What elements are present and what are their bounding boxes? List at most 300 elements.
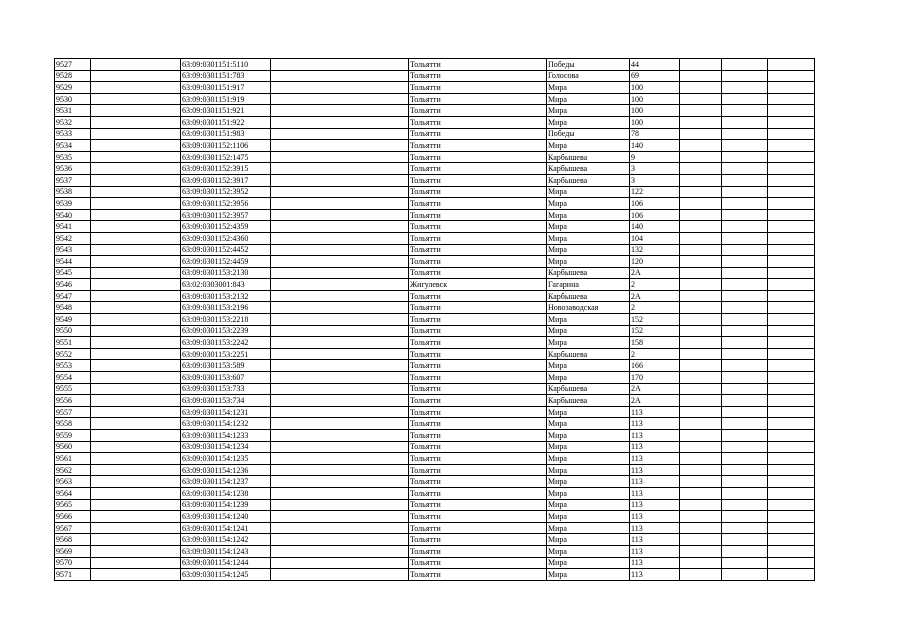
city-cell: Тольятти (409, 290, 547, 302)
cadastral-number-cell: 63:09:0301152:1106 (181, 140, 271, 152)
empty-cell (680, 569, 722, 581)
city-cell: Тольятти (409, 140, 547, 152)
house-number-cell: 113 (630, 511, 680, 523)
empty-cell (768, 151, 815, 163)
street-cell: Мира (547, 372, 630, 384)
street-cell: Мира (547, 418, 630, 430)
empty-cell (768, 174, 815, 186)
city-cell: Тольятти (409, 476, 547, 488)
empty-cell (91, 430, 181, 442)
empty-cell (271, 348, 409, 360)
cadastral-number-cell: 63:09:0301152:3956 (181, 198, 271, 210)
street-cell: Карбышева (547, 348, 630, 360)
row-number-cell: 9571 (55, 569, 91, 581)
empty-cell (722, 511, 768, 523)
empty-cell (768, 59, 815, 71)
empty-cell (722, 186, 768, 198)
cadastral-number-cell: 63:09:0301154:1244 (181, 557, 271, 569)
street-cell: Мира (547, 487, 630, 499)
street-cell: Мира (547, 569, 630, 581)
empty-cell (680, 140, 722, 152)
cadastral-number-cell: 63:09:0301152:4359 (181, 221, 271, 233)
row-number-cell: 9561 (55, 453, 91, 465)
empty-cell (271, 441, 409, 453)
empty-cell (91, 116, 181, 128)
table-row (55, 453, 815, 465)
row-number-cell: 9553 (55, 360, 91, 372)
table-row (55, 116, 815, 128)
empty-cell (768, 105, 815, 117)
empty-cell (768, 395, 815, 407)
cadastral-number-cell: 63:09:0301154:1237 (181, 476, 271, 488)
empty-cell (768, 453, 815, 465)
empty-cell (91, 151, 181, 163)
table-row (55, 82, 815, 94)
empty-cell (768, 93, 815, 105)
empty-cell (680, 116, 722, 128)
empty-cell (680, 209, 722, 221)
empty-cell (768, 372, 815, 384)
empty-cell (768, 557, 815, 569)
row-number-cell: 9563 (55, 476, 91, 488)
empty-cell (680, 557, 722, 569)
empty-cell (91, 360, 181, 372)
empty-cell (722, 82, 768, 94)
empty-cell (768, 244, 815, 256)
city-cell: Тольятти (409, 174, 547, 186)
empty-cell (768, 441, 815, 453)
empty-cell (680, 487, 722, 499)
row-number-cell: 9535 (55, 151, 91, 163)
empty-cell (271, 545, 409, 557)
empty-cell (91, 267, 181, 279)
empty-cell (271, 337, 409, 349)
empty-cell (768, 499, 815, 511)
row-number-cell: 9565 (55, 499, 91, 511)
empty-cell (722, 476, 768, 488)
house-number-cell: 44 (630, 59, 680, 71)
cadastral-number-cell: 63:09:0301153:734 (181, 395, 271, 407)
empty-cell (722, 59, 768, 71)
row-number-cell: 9564 (55, 487, 91, 499)
city-cell: Тольятти (409, 441, 547, 453)
empty-cell (680, 522, 722, 534)
table-row (55, 232, 815, 244)
empty-cell (722, 534, 768, 546)
street-cell: Карбышева (547, 267, 630, 279)
street-cell: Победы (547, 128, 630, 140)
empty-cell (271, 430, 409, 442)
empty-cell (271, 534, 409, 546)
empty-cell (271, 244, 409, 256)
empty-cell (91, 232, 181, 244)
house-number-cell: 2 (630, 302, 680, 314)
empty-cell (271, 395, 409, 407)
empty-cell (768, 430, 815, 442)
street-cell: Мира (547, 314, 630, 326)
empty-cell (722, 244, 768, 256)
empty-cell (271, 140, 409, 152)
empty-cell (768, 256, 815, 268)
empty-cell (271, 116, 409, 128)
street-cell: Мира (547, 499, 630, 511)
empty-cell (91, 406, 181, 418)
house-number-cell: 140 (630, 221, 680, 233)
empty-cell (722, 453, 768, 465)
empty-cell (271, 59, 409, 71)
street-cell: Мира (547, 557, 630, 569)
empty-cell (680, 186, 722, 198)
house-number-cell: 104 (630, 232, 680, 244)
house-number-cell: 113 (630, 430, 680, 442)
street-cell: Мира (547, 198, 630, 210)
empty-cell (271, 476, 409, 488)
street-cell: Карбышева (547, 395, 630, 407)
house-number-cell: 113 (630, 557, 680, 569)
cadastral-number-cell: 63:09:0301151:983 (181, 128, 271, 140)
city-cell: Тольятти (409, 430, 547, 442)
table-row (55, 476, 815, 488)
empty-cell (722, 441, 768, 453)
row-number-cell: 9528 (55, 70, 91, 82)
empty-cell (722, 232, 768, 244)
empty-cell (680, 256, 722, 268)
house-number-cell: 100 (630, 93, 680, 105)
cadastral-number-cell: 63:09:0301152:4452 (181, 244, 271, 256)
empty-cell (91, 476, 181, 488)
data-table (54, 58, 815, 581)
table-row (55, 209, 815, 221)
table-row (55, 522, 815, 534)
empty-cell (722, 174, 768, 186)
house-number-cell: 113 (630, 487, 680, 499)
empty-cell (680, 499, 722, 511)
empty-cell (680, 360, 722, 372)
row-number-cell: 9545 (55, 267, 91, 279)
empty-cell (271, 290, 409, 302)
empty-cell (722, 522, 768, 534)
street-cell: Мира (547, 209, 630, 221)
empty-cell (680, 128, 722, 140)
city-cell: Тольятти (409, 267, 547, 279)
empty-cell (768, 464, 815, 476)
table-row (55, 314, 815, 326)
house-number-cell: 158 (630, 337, 680, 349)
table-row (55, 534, 815, 546)
empty-cell (722, 325, 768, 337)
empty-cell (680, 406, 722, 418)
table-row (55, 290, 815, 302)
empty-cell (271, 105, 409, 117)
city-cell: Тольятти (409, 360, 547, 372)
empty-cell (271, 418, 409, 430)
street-cell: Мира (547, 360, 630, 372)
empty-cell (768, 140, 815, 152)
table-row (55, 395, 815, 407)
street-cell: Голосова (547, 70, 630, 82)
street-cell: Мира (547, 534, 630, 546)
empty-cell (722, 128, 768, 140)
house-number-cell: 113 (630, 499, 680, 511)
table-row (55, 302, 815, 314)
empty-cell (768, 511, 815, 523)
house-number-cell: 140 (630, 140, 680, 152)
empty-cell (768, 406, 815, 418)
empty-cell (680, 464, 722, 476)
cadastral-number-cell: 63:09:0301152:3917 (181, 174, 271, 186)
house-number-cell: 100 (630, 82, 680, 94)
empty-cell (768, 522, 815, 534)
table-body (55, 59, 815, 581)
empty-cell (91, 418, 181, 430)
house-number-cell: 120 (630, 256, 680, 268)
empty-cell (91, 221, 181, 233)
empty-cell (680, 174, 722, 186)
empty-cell (271, 93, 409, 105)
house-number-cell: 2А (630, 290, 680, 302)
table-row (55, 372, 815, 384)
empty-cell (722, 337, 768, 349)
empty-cell (680, 59, 722, 71)
row-number-cell: 9558 (55, 418, 91, 430)
cadastral-number-cell: 63:09:0301154:1243 (181, 545, 271, 557)
empty-cell (91, 93, 181, 105)
city-cell: Тольятти (409, 406, 547, 418)
city-cell: Тольятти (409, 325, 547, 337)
empty-cell (680, 441, 722, 453)
house-number-cell: 9 (630, 151, 680, 163)
empty-cell (271, 372, 409, 384)
empty-cell (91, 302, 181, 314)
empty-cell (271, 174, 409, 186)
house-number-cell: 166 (630, 360, 680, 372)
row-number-cell: 9556 (55, 395, 91, 407)
empty-cell (680, 395, 722, 407)
empty-cell (768, 82, 815, 94)
street-cell: Мира (547, 337, 630, 349)
city-cell: Тольятти (409, 487, 547, 499)
empty-cell (271, 325, 409, 337)
table-row (55, 186, 815, 198)
empty-cell (91, 487, 181, 499)
empty-cell (91, 256, 181, 268)
table-row (55, 198, 815, 210)
house-number-cell: 122 (630, 186, 680, 198)
empty-cell (768, 314, 815, 326)
empty-cell (91, 383, 181, 395)
empty-cell (91, 545, 181, 557)
empty-cell (271, 151, 409, 163)
cadastral-number-cell: 63:09:0301154:1231 (181, 406, 271, 418)
empty-cell (91, 70, 181, 82)
empty-cell (271, 302, 409, 314)
row-number-cell: 9547 (55, 290, 91, 302)
empty-cell (271, 232, 409, 244)
empty-cell (91, 163, 181, 175)
empty-cell (722, 348, 768, 360)
city-cell: Тольятти (409, 186, 547, 198)
city-cell: Тольятти (409, 557, 547, 569)
cadastral-number-cell: 63:09:0301154:1234 (181, 441, 271, 453)
table-row (55, 545, 815, 557)
house-number-cell: 2 (630, 279, 680, 291)
house-number-cell: 113 (630, 534, 680, 546)
empty-cell (768, 279, 815, 291)
empty-cell (680, 105, 722, 117)
empty-cell (768, 325, 815, 337)
empty-cell (91, 372, 181, 384)
empty-cell (680, 430, 722, 442)
street-cell: Мира (547, 221, 630, 233)
empty-cell (91, 511, 181, 523)
cadastral-number-cell: 63:09:0301153:2218 (181, 314, 271, 326)
empty-cell (768, 70, 815, 82)
city-cell: Тольятти (409, 244, 547, 256)
empty-cell (768, 348, 815, 360)
cadastral-number-cell: 63:09:0301154:1240 (181, 511, 271, 523)
empty-cell (722, 395, 768, 407)
cadastral-number-cell: 63:02:0303001:843 (181, 279, 271, 291)
empty-cell (722, 360, 768, 372)
city-cell: Тольятти (409, 221, 547, 233)
empty-cell (768, 360, 815, 372)
street-cell: Мира (547, 116, 630, 128)
empty-cell (722, 116, 768, 128)
city-cell: Тольятти (409, 93, 547, 105)
street-cell: Новозаводская (547, 302, 630, 314)
cadastral-number-cell: 63:09:0301151:917 (181, 82, 271, 94)
empty-cell (91, 534, 181, 546)
cadastral-number-cell: 63:09:0301154:1236 (181, 464, 271, 476)
cadastral-number-cell: 63:09:0301154:1235 (181, 453, 271, 465)
house-number-cell: 78 (630, 128, 680, 140)
empty-cell (680, 290, 722, 302)
street-cell: Мира (547, 140, 630, 152)
row-number-cell: 9538 (55, 186, 91, 198)
empty-cell (91, 325, 181, 337)
city-cell: Тольятти (409, 209, 547, 221)
empty-cell (768, 209, 815, 221)
empty-cell (722, 430, 768, 442)
empty-cell (271, 186, 409, 198)
row-number-cell: 9552 (55, 348, 91, 360)
empty-cell (680, 545, 722, 557)
street-cell: Мира (547, 232, 630, 244)
table-row (55, 59, 815, 71)
empty-cell (680, 418, 722, 430)
empty-cell (91, 174, 181, 186)
row-number-cell: 9555 (55, 383, 91, 395)
street-cell: Карбышева (547, 174, 630, 186)
city-cell: Тольятти (409, 545, 547, 557)
empty-cell (680, 93, 722, 105)
row-number-cell: 9537 (55, 174, 91, 186)
row-number-cell: 9534 (55, 140, 91, 152)
empty-cell (680, 337, 722, 349)
empty-cell (722, 383, 768, 395)
house-number-cell: 113 (630, 522, 680, 534)
empty-cell (680, 232, 722, 244)
table-row (55, 418, 815, 430)
house-number-cell: 106 (630, 198, 680, 210)
empty-cell (680, 151, 722, 163)
cadastral-number-cell: 63:09:0301151:921 (181, 105, 271, 117)
house-number-cell: 2А (630, 267, 680, 279)
row-number-cell: 9546 (55, 279, 91, 291)
empty-cell (91, 441, 181, 453)
street-cell: Гагарина (547, 279, 630, 291)
empty-cell (680, 314, 722, 326)
empty-cell (680, 453, 722, 465)
city-cell: Тольятти (409, 59, 547, 71)
house-number-cell: 2А (630, 383, 680, 395)
cadastral-number-cell: 63:09:0301153:2242 (181, 337, 271, 349)
row-number-cell: 9570 (55, 557, 91, 569)
house-number-cell: 100 (630, 105, 680, 117)
empty-cell (722, 557, 768, 569)
table-row (55, 128, 815, 140)
street-cell: Карбышева (547, 383, 630, 395)
cadastral-number-cell: 63:09:0301154:1238 (181, 487, 271, 499)
cadastral-number-cell: 63:09:0301153:733 (181, 383, 271, 395)
street-cell: Мира (547, 325, 630, 337)
city-cell: Тольятти (409, 256, 547, 268)
city-cell: Тольятти (409, 348, 547, 360)
empty-cell (271, 383, 409, 395)
street-cell: Мира (547, 545, 630, 557)
row-number-cell: 9544 (55, 256, 91, 268)
empty-cell (722, 267, 768, 279)
empty-cell (91, 105, 181, 117)
city-cell: Тольятти (409, 302, 547, 314)
house-number-cell: 113 (630, 418, 680, 430)
empty-cell (680, 70, 722, 82)
empty-cell (722, 70, 768, 82)
city-cell: Тольятти (409, 372, 547, 384)
empty-cell (271, 569, 409, 581)
street-cell: Мира (547, 430, 630, 442)
table-row (55, 487, 815, 499)
empty-cell (91, 395, 181, 407)
row-number-cell: 9529 (55, 82, 91, 94)
table-row (55, 267, 815, 279)
empty-cell (271, 522, 409, 534)
cadastral-number-cell: 63:09:0301153:2196 (181, 302, 271, 314)
row-number-cell: 9549 (55, 314, 91, 326)
empty-cell (768, 267, 815, 279)
cadastral-number-cell: 63:09:0301153:2130 (181, 267, 271, 279)
city-cell: Тольятти (409, 163, 547, 175)
empty-cell (91, 337, 181, 349)
empty-cell (271, 314, 409, 326)
empty-cell (91, 140, 181, 152)
empty-cell (271, 128, 409, 140)
cadastral-number-cell: 63:09:0301154:1245 (181, 569, 271, 581)
street-cell: Мира (547, 244, 630, 256)
row-number-cell: 9543 (55, 244, 91, 256)
street-cell: Мира (547, 186, 630, 198)
empty-cell (91, 279, 181, 291)
empty-cell (722, 418, 768, 430)
empty-cell (768, 337, 815, 349)
house-number-cell: 170 (630, 372, 680, 384)
empty-cell (722, 302, 768, 314)
house-number-cell: 113 (630, 476, 680, 488)
city-cell: Жигулевск (409, 279, 547, 291)
empty-cell (768, 476, 815, 488)
cadastral-number-cell: 63:09:0301152:1475 (181, 151, 271, 163)
empty-cell (722, 290, 768, 302)
